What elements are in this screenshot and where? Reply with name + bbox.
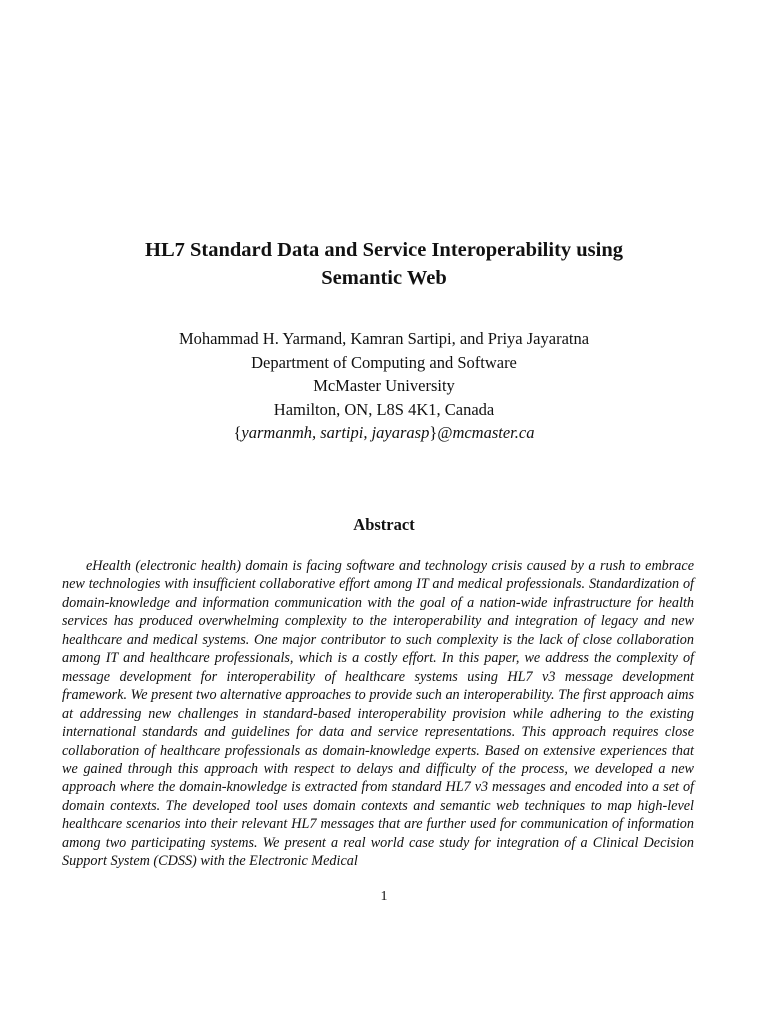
- email-domain: @mcmaster.ca: [437, 423, 535, 442]
- author-address: Hamilton, ON, L8S 4K1, Canada: [273, 399, 495, 419]
- author-names: Mohammad H. Yarmand, Kamran Sartipi, and Priya Jayaratna: [178, 329, 590, 348]
- author-department: Department of Computing and Software: [251, 352, 517, 372]
- page-number: 1: [380, 889, 388, 904]
- paper-title: [0, 236, 768, 292]
- abstract-heading: Abstract: [353, 515, 415, 534]
- title-line-2: Semantic Web: [321, 267, 447, 289]
- email-names: yarmanmh, sartipi, jayarasp: [241, 423, 430, 442]
- title-line-1: HL7 Standard Data and Service Interoperability using: [145, 239, 623, 261]
- author-university: McMaster University: [313, 376, 455, 395]
- email-close-brace: }: [429, 423, 438, 442]
- email-open-brace: {: [233, 423, 242, 442]
- abstract-body: eHealth (electronic health) domain is facing software and technology crisis caused by a rush to embrace new technologies with insufficient collaborative effort among IT and medical professionals. Standardization of domain-knowledge and information communication with the goal of a nation-wide infrastructure for health services has produced overwhelming complexity to the interoperability and integration of legacy and new healthcare and medical systems. One major contributor to such complexity is the lack of close collaboration among IT and healthcare professionals, which is a costly effort. In this paper, we address the complexity of message development for interoperability of healthcare systems using HL7 v3 message development framework. We present two alternative approaches to provide such an interoperability. The first approach aims at addressing new challenges in standard-based interoperability provision while adhering to the existing international standards and guidelines for data and service representations. This approach requires close collaboration of healthcare professionals as domain-knowledge experts. Based on extensive experiences that we gained through this approach with respect to delays and difficulty of the process, we developed a new approach where the domain-knowledge is extracted from standard HL7 v3 messages and encoded into a set of domain contexts. The developed tool uses domain contexts and semantic web techniques to map high-level healthcare scenarios into their relevant HL7 messages that are further used for communication of information among two participating systems. We present a real world case study for integration of a Clinical Decision Support System (CDSS) with the Electronic Medical: [62, 558, 694, 870]
- author-email: [0, 421, 768, 445]
- author-block: [0, 327, 768, 445]
